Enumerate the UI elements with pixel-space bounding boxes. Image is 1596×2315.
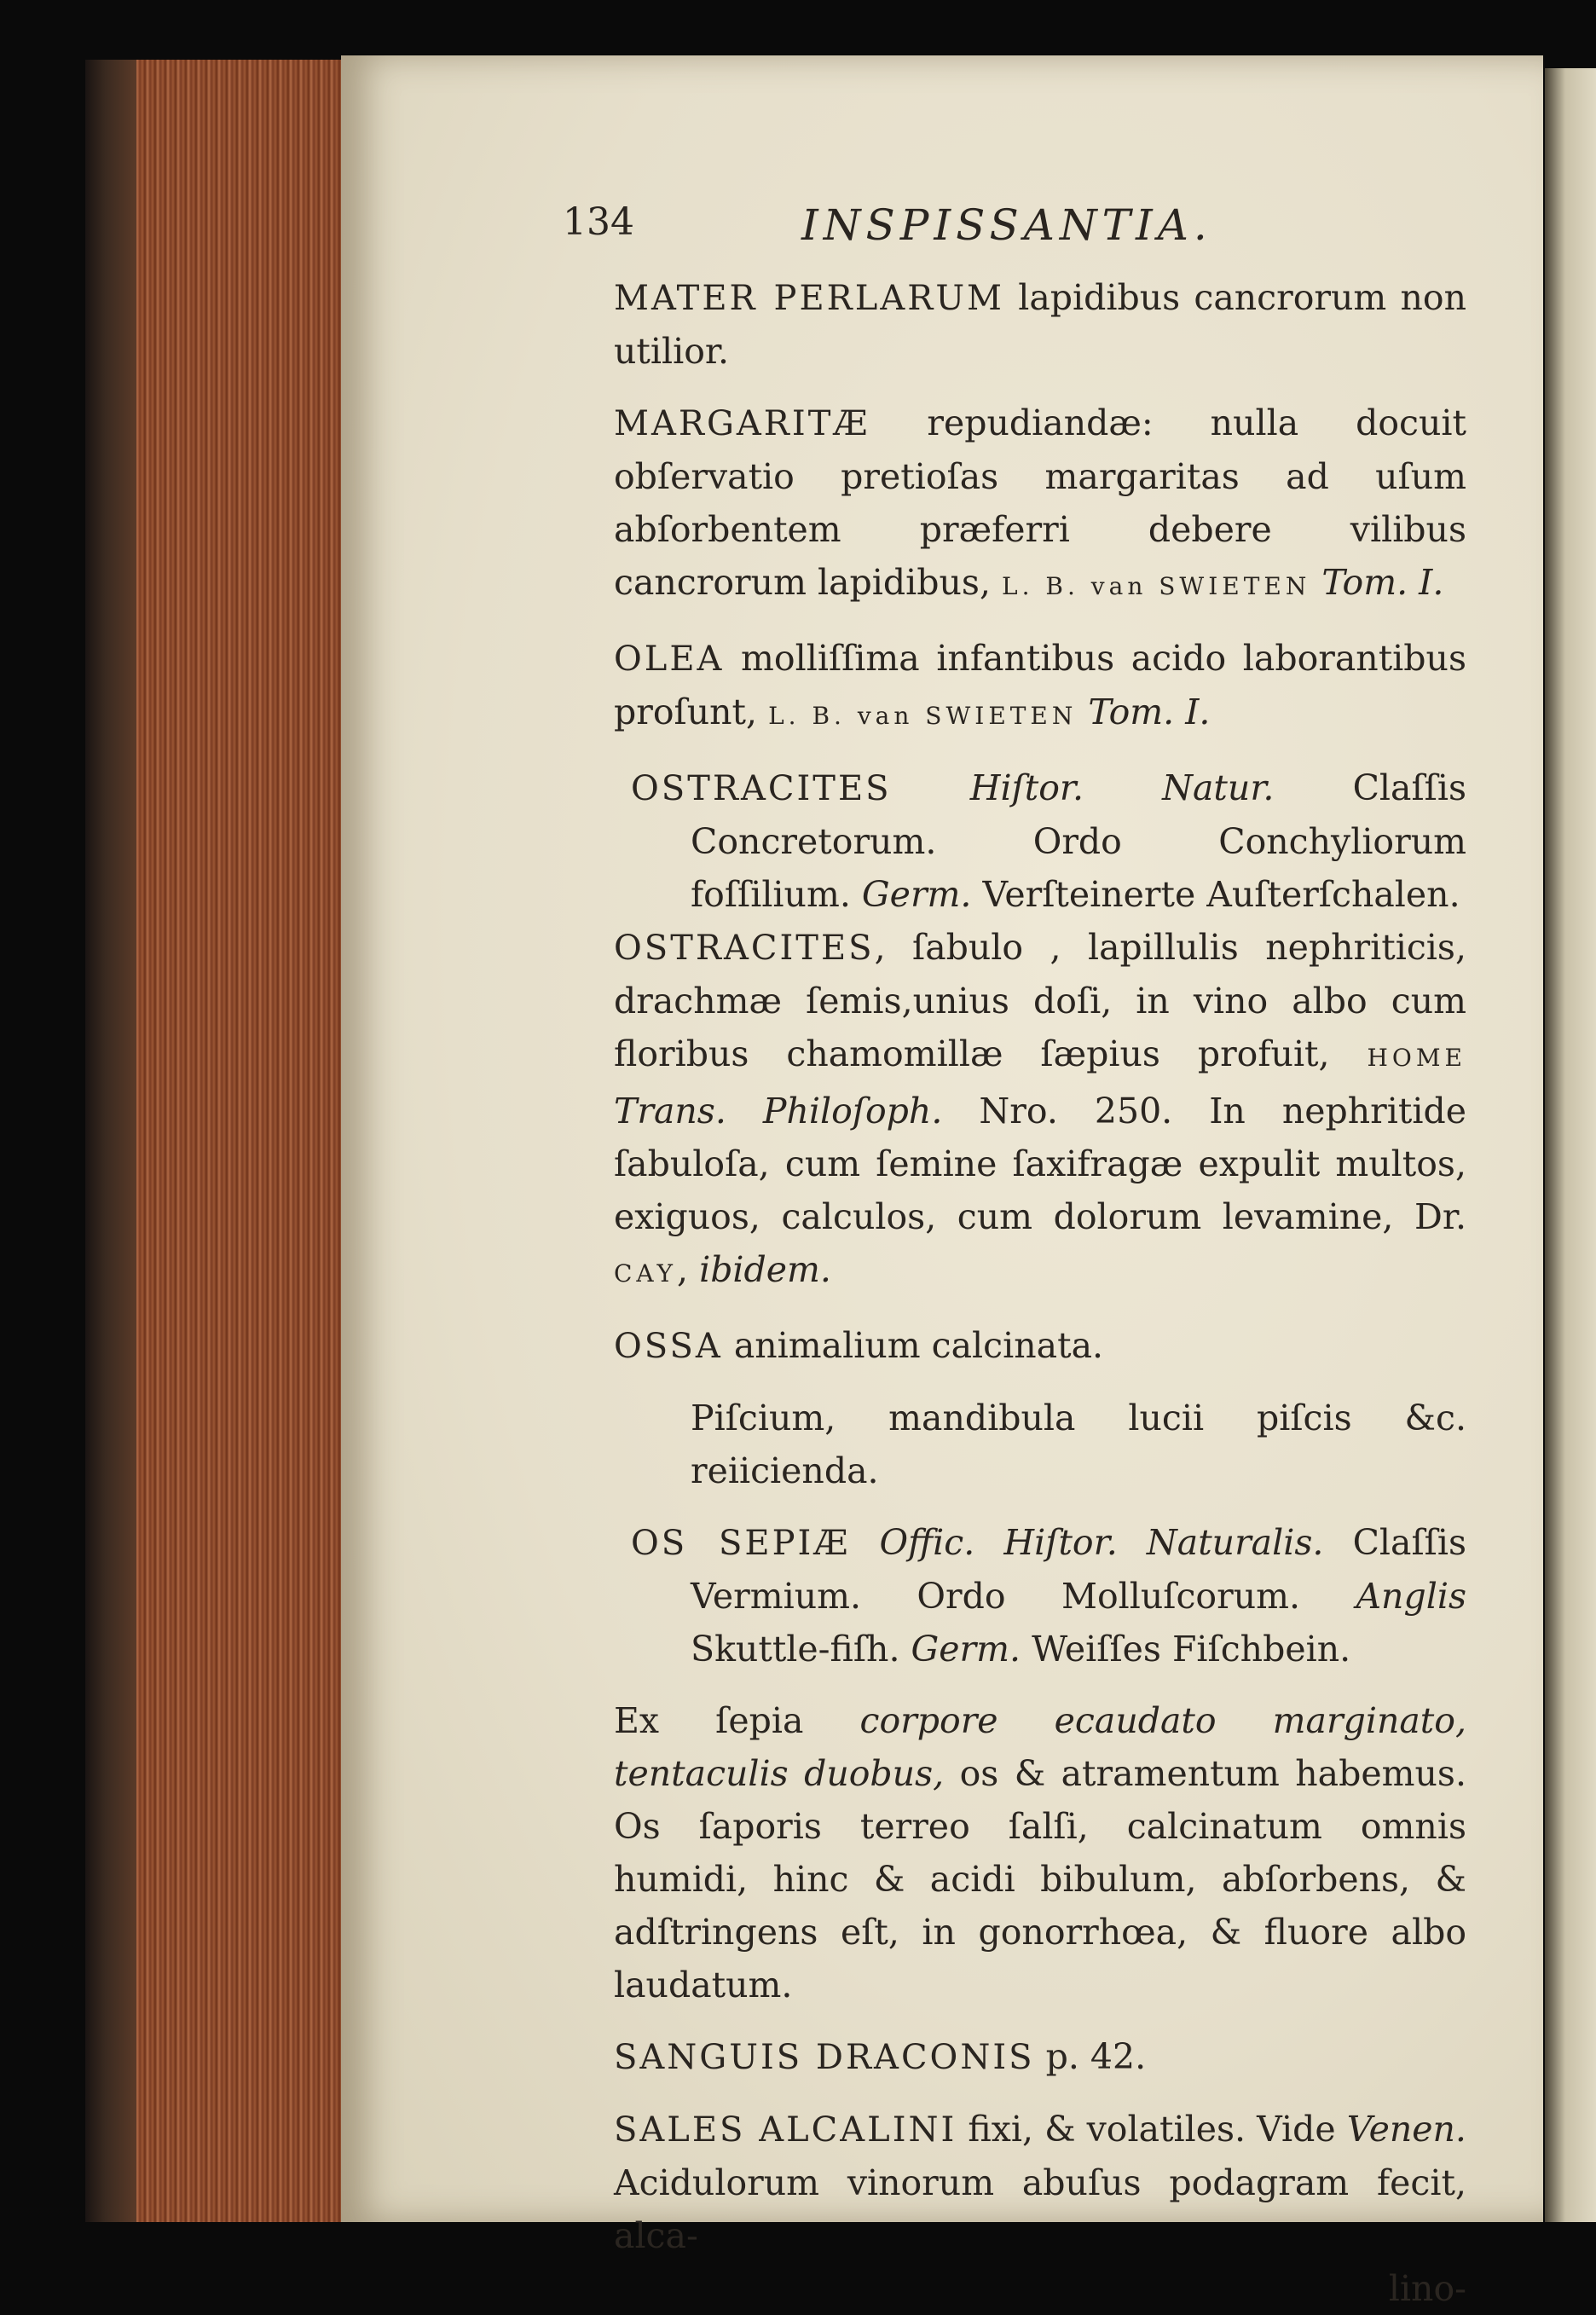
entry-os-sepiae: OS SEPIÆ Offic. Hiſtor. Naturalis. Claſſis Vermium. Ordo Molluſcorum. Anglis Skuttle-fiſh. Germ. Weiſſes Fiſchbein. — [631, 1522, 1466, 1670]
book-page-edges — [119, 60, 358, 2222]
running-head: INSPISSANTIA. — [801, 200, 1212, 250]
page-header — [563, 200, 1466, 260]
page-number: 134 — [563, 200, 634, 244]
entry-ostracites-use: OSTRACITES, ſabulo , lapillulis nephriticis, drachmæ ſemis,unius doſi, in vino albo cum floribus chamomillæ ſæpius profuit, HOME Trans. Philoſoph. Nro. 250. In nephritide ſabuloſa, cum ſemine ſaxifragæ expulit multos, exiguos, calculos, cum dolorum levamine, Dr. CAY, ibidem. — [614, 927, 1466, 1290]
page-body — [563, 271, 1466, 2315]
entry-mater-perlarum: MATER PERLARUM lapidibus cancrorum non utilior. — [614, 277, 1466, 372]
entry-ex-sepia: Ex ſepia corpore ecaudato marginato, tentaculis duobus, os & atramentum habemus. Os ſaporis terreo ſalſi, calcinatum omnis humidi, hinc & acidi bibulum, abſorbens, & adſtringens eſt, in gonorrhœa, & fluore albo laudatum. — [614, 1700, 1466, 2005]
entry-ossa: OSSA animalium calcinata. — [614, 1325, 1104, 1366]
entry-piscium: Piſcium, mandibula lucii piſcis &c. reiicienda. — [691, 1398, 1466, 1491]
facing-page-edge — [1545, 68, 1596, 2222]
entry-olea: OLEA molliſſima infantibus acido laborantibus proſunt, L. B. van SWIETEN Tom. I. — [614, 638, 1466, 732]
catchword: lino- — [1388, 2268, 1466, 2309]
entry-sales-alcalini: SALES ALCALINI fixi, & volatiles. Vide Venen. Acidulorum vinorum abuſus podagram fecit, alca- — [614, 2109, 1466, 2256]
entry-ostracites-definition: OSTRACITES Hiſtor. Natur. Claſſis Concretorum. Ordo Conchyliorum foſſilium. Germ. Verſteinerte Auſterſchalen. — [631, 767, 1466, 915]
entry-sanguis-draconis: SANGUIS DRACONIS p. 42. — [614, 2036, 1147, 2077]
entry-margaritae: MARGARITÆ repudiandæ: nulla docuit obſervatio pretioſas margaritas ad uſum abſorbentem præferri debere vilibus cancrorum lapidibus, L. B. van SWIETEN Tom. I. — [614, 402, 1466, 603]
